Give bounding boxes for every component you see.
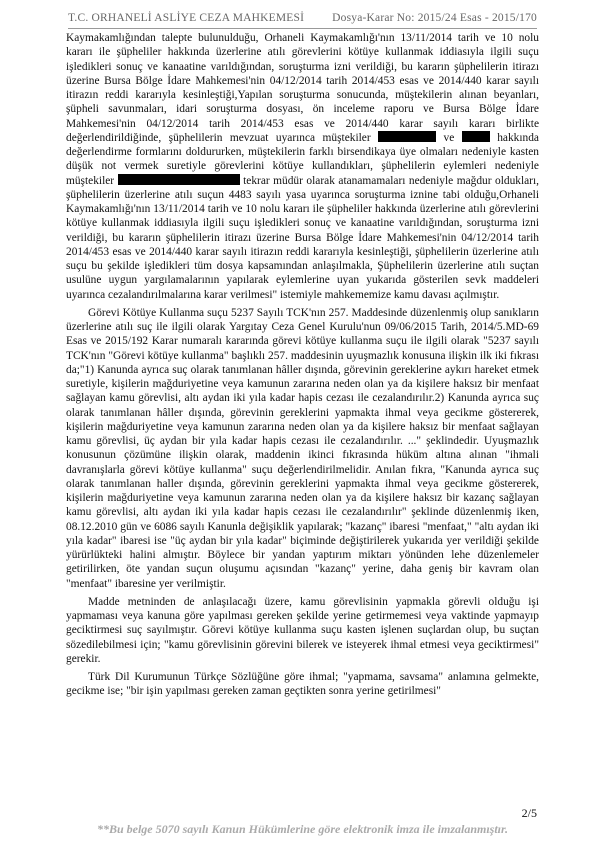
- paragraph-4: Türk Dil Kurumunun Türkçe Sözlüğüne göre ihmal; "yapmama, savsama" anlamına gelmekte, gecikme ise; "bir işin yapılması gereken zaman geçtikten sonra yerine getirilmesi": [66, 671, 539, 698]
- paragraph-1-part-d: tekrar müdür olarak atanamamaları nedeniyle mağdur oldukları, şüphelilerin üzerlerine atılı suçun 4483 sayılı yasa uyarınca soruşturma iznine tabi olduğu,Orhaneli Kaymakamlığı'nın 13/11/2014 tarih ve 10 nolu kararı ile şüpheliler hakkında üzerlerine atılı görevlerini kötüye kullanmak iddiasıyla ilgili suçu işledikleri sonuç ve kanaatine varıldığından, soruşturma izni verildiği, bu kararın şüphelilerin itirazı üzerine Bursa Bölge İdare Mahkemesi'nin 04/12/2014 tarih 2014/453 esas ve 2014/440 karar sayılı itirazın reddi kararıyla kesinleştiği, şüphelilerin üzerlerine atılı suçu bu şekilde işledikleri tüm dosya kapsamından anlaşılmakla, Şüphelilerin üzerlerine atılı suçtan usulüne uygun yargılamalarının yapılarak eylemlerine uyan yukarıda gösterilen sevk maddeleri uyarınca cezalandırılmalarına karar verilmesi" istemiyle mahkememize kamu davası açılmıştır.: [66, 174, 539, 301]
- redaction-block: [462, 131, 490, 142]
- page-number: 2/5: [521, 806, 537, 820]
- paragraph-1-part-a: Kaymakamlığından talepte bulunulduğu, Orhaneli Kaymakamlığı'nın 13/11/2014 tarih ve 10 nolu kararı ile şüpheliler hakkında üzerlerine atılı görevlerini kötüye kullanmak iddiasıyla ilgili suçu işledikleri sonuç ve kanaatine varıldığından, soruşturma izni verildiği, bu kararın şüphelilerin itirazı üzerine Bursa Bölge İdare Mahkemesi'nin 04/12/2014 tarih 2014/453 esas ve 2014/440 karar sayılı itirazın reddi kararıyla kesinleştiği,Yapılan soruşturma sonucunda, müştekilerin alınan beyanları, şüpheli savunmaları, idari soruşturma dosyası, ön inceleme raporu ve Bursa Bölge İdare Mahkemesi'nin 04/12/2014 tarih 2014/453 esas ve 2014/440 karar sayılı kararı birlikte değerlendirildiğinde, şüphelilerin mevzuat uyarınca müştekiler: [66, 32, 539, 144]
- paragraph-1-part-b: ve: [443, 131, 455, 144]
- e-signature-footer: **Bu belge 5070 sayılı Kanun Hükümlerine göre elektronik imza ile imzalanmıştır.: [96, 822, 509, 836]
- page-header: [68, 12, 537, 28]
- paragraph-1-part-c: hakkında değerlendirme formlarını doldururken, müştekilerin farklı birsendikaya üye olmaları nedeniyle kasten düşük not vermek suretiyle görevlerini kötüye kullandıkları, şüphelilerin eylemleri nedeniyle müştekiler: [66, 131, 539, 187]
- redaction-block: [378, 131, 436, 142]
- court-name: T.C. ORHANELİ ASLİYE CEZA MAHKEMESİ: [68, 12, 305, 24]
- paragraph-3: Madde metninden de anlaşılacağı üzere, kamu görevlisinin yapmakla görevli olduğu işi yapmaması veya kanuna göre yapılması gereken şekilde yerine getirmemesi veya vaktinde yapmayıp geciktirmesi suç sayılmıştır. Görevi kötüye kullanma suçu kasten işlenen suçlardan olup, bu suçtan sözedilebilmesi için; "kamu görevlisinin görevini bilerek ve isteyerek ihmal etmesi veya geciktirmesi" gerekir.: [66, 595, 539, 665]
- document-body: [66, 31, 539, 699]
- paragraph-1: [66, 31, 539, 302]
- redaction-block: [118, 174, 240, 185]
- paragraph-2: Görevi Kötüye Kullanma suçu 5237 Sayılı TCK'nın 257. Maddesinde düzenlenmiş olup sanıkların üzerlerine atılı suç ile ilgili olarak Yargıtay Ceza Genel Kurulu'nun 09/06/2015 Tarih, 2014/5.MD-69 Esas ve 2015/192 Karar numaralı kararında görevi kötüye kullanma suçu ile ilgili olarak "5237 sayılı TCK'nın "Görevi kötüye kullanma" başlıklı 257. maddesinin uyuşmazlık konusuna ilişkin ilk iki fıkrası da;"1) Kanunda ayrıca suç olarak tanımlanan hâller dışında, görevinin gereklerine aykırı hareket etmek suretiyle, kişilerin mağduriyetine veya kamunun zararına neden olan ya da kişilere haksız bir menfaat sağlayan kamu görevlisi, altı aydan iki yıla kadar hapis cezası ile cezalandırılır.2) Kanunda ayrıca suç olarak tanımlanan hâller dışında, görevinin gereklerini yapmakta ihmal veya gecikme göstererek, kişilerin mağduriyetine veya kamunun zararına neden olan ya da kişilere haksız bir menfaat sağlayan kamu görevlisi, üç aydan bir yıla kadar hapis cezası ile cezalandırılır. ..." şeklindedir. Uyuşmazlık konusunun çözümüne ilişkin olarak, maddenin ikinci fıkrasında hüküm altına alınan "ihmali davranışlarla görevi kötüye kullanma" suçu değerlendirilmelidir. Anılan fıkra, "Kanunda ayrıca suç olarak tanımlanan haller dışında, görevinin gereklerini yapmakta ihmal veya gecikme göstererek, kişilerin mağduriyetine veya kamunun zararına neden olan ya da kişilere haksız bir kazanç sağlayan kamu görevlisi, altı aydan iki yıla kadar hapis cezası ile cezalandırılır" şeklinde düzenlenmiş iken, 08.12.2010 gün ve 6086 sayılı Kanunla değişiklik yapılarak; "kazanç" ibaresi "menfaat," "altı aydan iki yıla kadar" ibaresi ise "üç aydan bir yıla kadar" biçiminde değiştirilerek yukarıda yer verildiği şekilde yürürlükteki halini almıştır. Böylece bir yandan yaptırım miktarı yönünden lehe düzenlemeler getirilirken, öte yandan suçun oluşumu açısından "kazanç" yerine, daha geniş bir kavram olan "menfaat" ibaresine yer verilmiştir.: [66, 306, 539, 590]
- case-reference: Dosya-Karar No: 2015/24 Esas - 2015/170: [332, 12, 537, 24]
- header-divider: [68, 28, 537, 29]
